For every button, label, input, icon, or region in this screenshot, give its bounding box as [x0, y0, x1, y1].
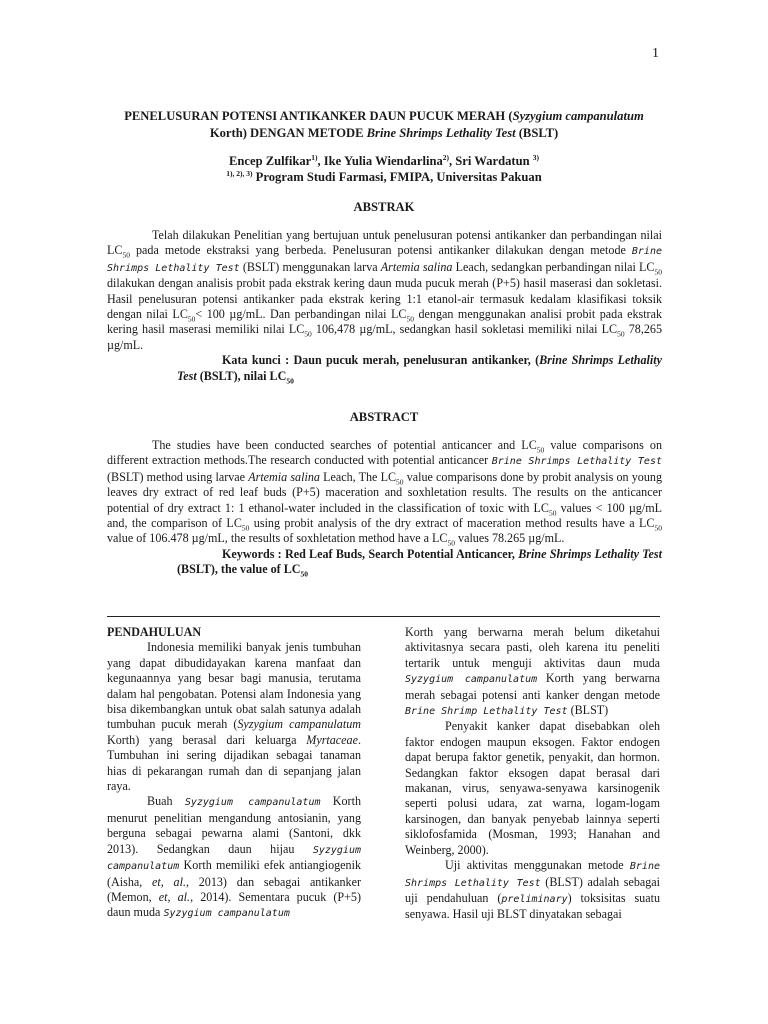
author-names: Encep Zulfikar$^{1)}$, Ike Yulia Wiendarlina$^{2)}$, Sri Wardatun $^{3)}$: [228, 152, 539, 168]
paragraph: Penyakit kanker dapat disebabkan oleh faktor endogen maupun eksogen. Faktor endogen dapat berupa faktor genetik, penyakit, dan hormon. Sedangkan faktor eksogen dapat berasal dari makanan, virus, senyawa-senyawa karsinogenik seperti polusi udara, zat warna, logam-logam karsinogen, dan banyak penyebab lainnya seperti siklofosfamida (Mosman, 1993; Hanahan and Weinberg, 2000).: [405, 719, 660, 857]
keywords: Keywords : Red Leaf Buds, Search Potential Anticancer, Brine Shrimps Lethality Test (BSLT), the value of $LC_{50}$: [177, 546, 662, 579]
paragraph: Korth yang berwarna merah belum diketahui aktivitasnya secara pasti, oleh karena itu peneliti tertarik untuk menguji aktivitas daun muda Syzygium campanulatum Korth yang berwarna merah sebagai potensi anti kanker dengan metode Brine Shrimp Lethality Test (BLST): [405, 625, 661, 718]
section-divider: [107, 616, 660, 617]
section-heading-pendahuluan: PENDAHULUAN: [107, 625, 202, 639]
abstrak-body: [107, 228, 662, 384]
paragraph: Uji aktivitas menggunakan metode Brine Shrimps Lethality Test (BLST) adalah sebagai uji pendahuluan (preliminary) toksisitas suatu senyawa. Hasil uji BLST dinyatakan sebagai: [405, 858, 661, 922]
abstract-body: [107, 438, 662, 578]
abstract-heading: ABSTRACT: [349, 410, 419, 424]
abstrak-text: Telah dilakukan Penelitian yang bertujuan untuk penelusuran potensi antikanker dan perbandingan nilai $LC_{50}$ pada metode ekstraksi yang berbeda. Penelusuran potensi antikanker dilakukan dengan metode Brine Shrimps Lethality Test (BSLT) menggunakan larva Artemia salina Leach, sedangkan perbandingan nilai $LC_{50}$ dilakukan dengan analisis probit pada ekstrak kering daun muda pucuk merah (P+5) hasil maserasi dan sokletasi. Hasil penelusuran potensi antikanker pada ekstrak kering 1:1 etanol-air termasuk kedalam klasifikasi toksik dengan nilai $LC_{50}< 100$ µg/mL. Dan perbandingan nilai $LC_{50}$ dengan menggunakan analisi probit pada ekstrak kering hasil maserasi memiliki nilai $LC_{50}$ 106,478 µg/mL, sedangkan hasil sokletasi memiliki nilai $LC_{50}$ 78,265 µg/mL.: [107, 228, 663, 352]
paragraph: Indonesia memiliki banyak jenis tumbuhan yang dapat dibudidayakan karena manfaat dan kegunaannya yang besar bagi manusia, terutama dalam hal pengobatan. Potensi alam Indonesia yang bisa dikembangkan untuk obat salah satunya adalah tumbuhan pucuk merah (Syzygium campanulatum Korth) yang berasal dari keluarga Myrtaceae. Tumbuhan ini sering dijadikan sebagai tanaman hias di pekarangan rumah dan di sepanjang jalan raya.: [107, 640, 361, 794]
author-block: [96, 153, 672, 185]
paragraph: Buah Syzygium campanulatum Korth menurut penelitian mengandung antosianin, yang berguna sebagai pewarna alami (Santoni, dkk 2013). Sedangkan daun hijau Syzygium campanulatum Korth memiliki efek antiangiogenik (Aisha, et, al., 2013) dan sebagai antikanker (Memon, et, al., 2014). Sementara pucuk (P+5) daun muda Syzygium campanulatum: [107, 794, 361, 920]
right-column: [405, 625, 660, 923]
page-number: 1: [652, 46, 659, 61]
author-affiliation: $^{1), 2), 3)}$ Program Studi Farmasi, FMIPA, Universitas Pakuan: [226, 168, 542, 184]
abstract-text: The studies have been conducted searches of potential anticancer and $LC_{50}$ value comparisons on different extraction methods.The research conducted with potential anticancer Brine Shrimps Lethality Test (BSLT) method using larvae Artemia salina Leach, The $LC_{50}$ value comparisons done by probit analysis on young leaves dry extract of red leaf buds (P+5) maceration and soxhletation results. The results on the anticancer potential of dry extract 1: 1 ethanol-water included in the classification of toxic with $LC_{50}$ values < 100 µg/mL and, the comparison of $LC_{50}$ using probit analysis of the dry extract of maceration method results have a $LC_{50}$ value of 106.478 µg/mL, the results of soxhletation method have a $LC_{50}$ values 78.265 µg/mL.: [107, 438, 663, 548]
paper-title: PENELUSURAN POTENSI ANTIKANKER DAUN PUCUK MERAH (Syzygium campanulatum Korth) DENGAN METODE Brine Shrimps Lethality Test (BSLT): [124, 109, 644, 140]
kata-kunci: Kata kunci : Daun pucuk merah, penelusuran antikanker, (Brine Shrimps Lethality Test (BSLT), nilai $LC_{50}$: [177, 353, 662, 386]
left-column: [107, 625, 361, 922]
abstrak-heading: ABSTRAK: [353, 200, 415, 214]
